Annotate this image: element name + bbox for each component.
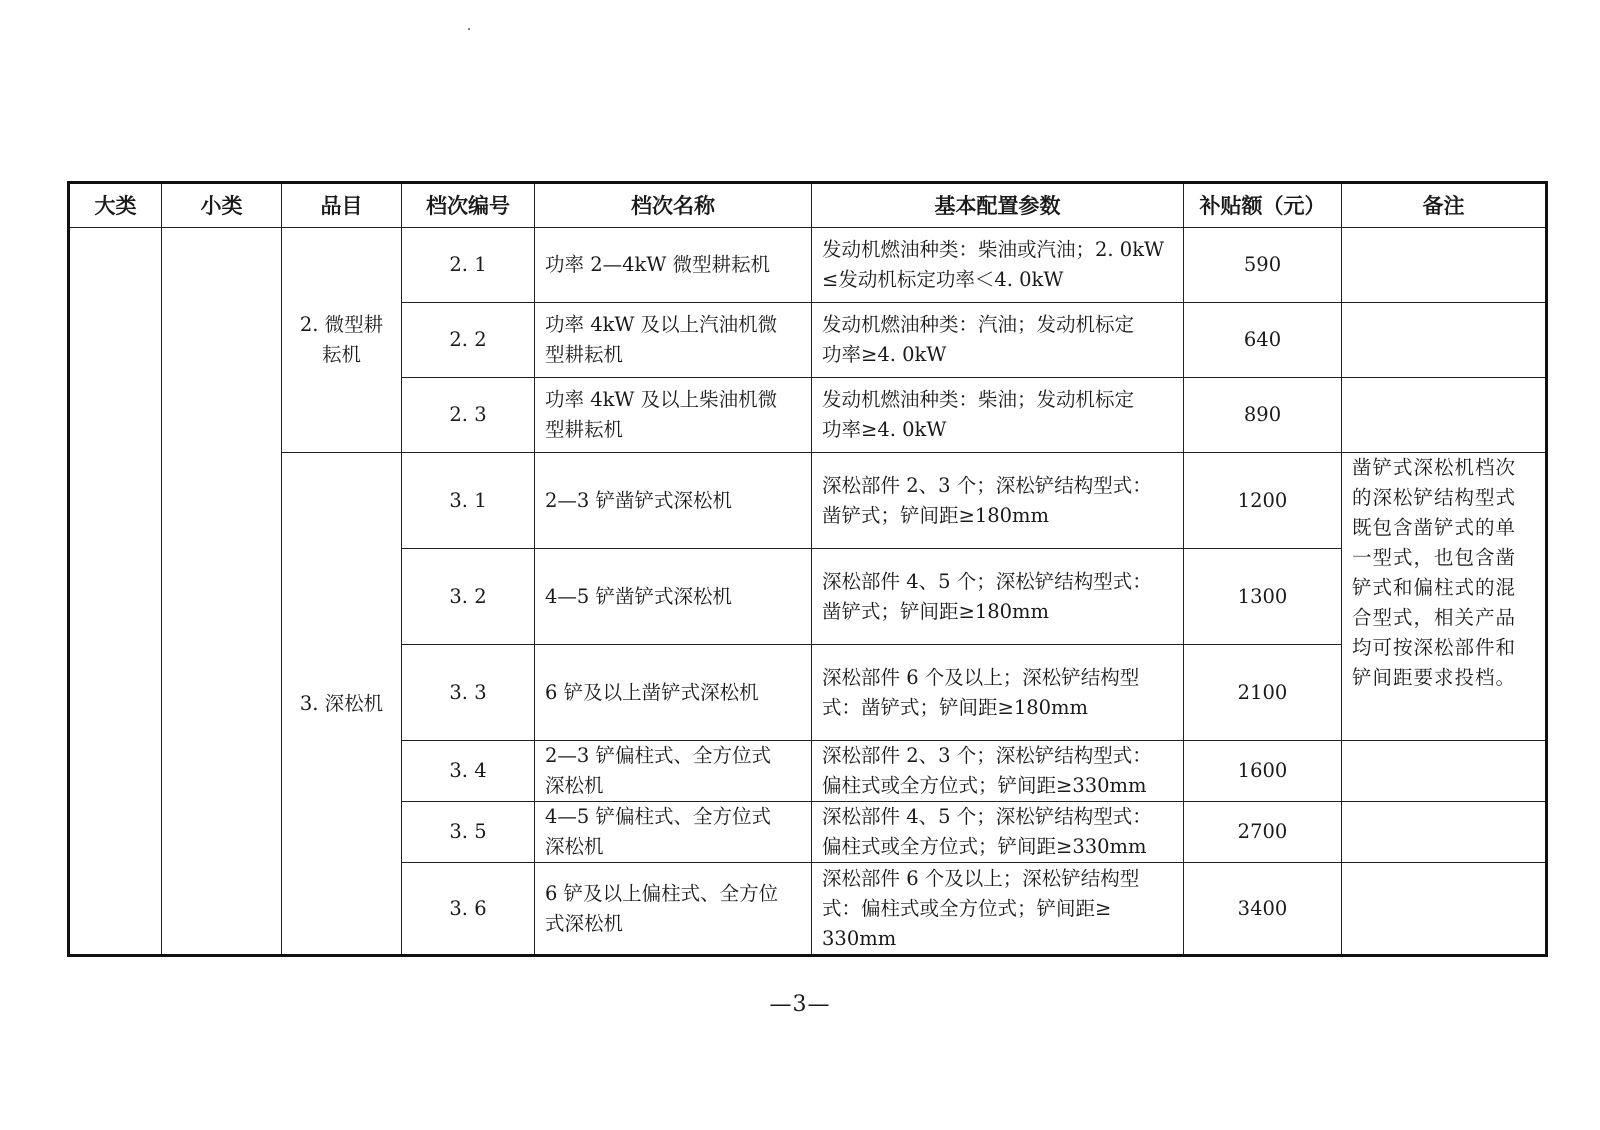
subsidy-cell: 2700	[1184, 802, 1342, 863]
page-number: —3—	[769, 992, 831, 1017]
grade-code-cell: 3. 6	[402, 863, 535, 956]
grade-code-cell: 2. 3	[402, 378, 535, 453]
subsidy-cell: 2100	[1184, 645, 1342, 741]
grade-code-cell: 2. 2	[402, 303, 535, 378]
config-cell: 发动机燃油种类：柴油或汽油；2. 0kW ≤发动机标定功率＜4. 0kW	[812, 228, 1184, 303]
config-cell: 深松部件 2、3 个；深松铲结构型式： 偏柱式或全方位式；铲间距≥330mm	[812, 741, 1184, 802]
grade-code-cell: 3. 5	[402, 802, 535, 863]
table-row	[69, 228, 1547, 303]
grade-code-cell: 3. 2	[402, 549, 535, 645]
grade-name-cell: 4—5 铲凿铲式深松机	[535, 549, 812, 645]
config-cell: 深松部件 6 个及以上；深松铲结构型 式：偏柱式或全方位式；铲间距≥ 330mm	[812, 863, 1184, 956]
subsidy-table	[67, 181, 1548, 957]
grade-name-cell: 功率 2—4kW 微型耕耘机	[535, 228, 812, 303]
subsidy-cell: 1300	[1184, 549, 1342, 645]
header-category: 大类	[69, 183, 162, 228]
category-cell	[69, 228, 162, 956]
remark-cell	[1342, 741, 1547, 802]
subsidy-cell: 1600	[1184, 741, 1342, 802]
item-cell: 2. 微型耕 耘机	[282, 228, 402, 453]
remark-cell	[1342, 228, 1547, 303]
subsidy-cell: 1200	[1184, 453, 1342, 549]
config-cell: 深松部件 2、3 个；深松铲结构型式： 凿铲式；铲间距≥180mm	[812, 453, 1184, 549]
subsidy-cell: 640	[1184, 303, 1342, 378]
header-remarks: 备注	[1342, 183, 1547, 228]
header-row	[69, 183, 1547, 228]
scan-speck	[468, 28, 470, 30]
remark-cell	[1342, 378, 1547, 453]
remark-cell	[1342, 863, 1547, 956]
header-grade-code: 档次编号	[402, 183, 535, 228]
grade-code-cell: 3. 3	[402, 645, 535, 741]
table-row	[69, 453, 1547, 549]
config-cell: 发动机燃油种类：柴油；发动机标定 功率≥4. 0kW	[812, 378, 1184, 453]
subsidy-cell: 590	[1184, 228, 1342, 303]
subsidy-cell: 890	[1184, 378, 1342, 453]
config-cell: 深松部件 4、5 个；深松铲结构型式： 偏柱式或全方位式；铲间距≥330mm	[812, 802, 1184, 863]
config-cell: 深松部件 6 个及以上；深松铲结构型 式：凿铲式；铲间距≥180mm	[812, 645, 1184, 741]
grade-name-cell: 2—3 铲凿铲式深松机	[535, 453, 812, 549]
shared-remark-cell: 凿铲式深松机档次 的深松铲结构型式 既包含凿铲式的单 一型式，也包含凿 铲式和偏柱式的混 合型式，相关产品 均可按深松部件和 铲间距要求投档。	[1342, 453, 1547, 741]
header-subsidy: 补贴额（元）	[1184, 183, 1342, 228]
config-cell: 深松部件 4、5 个；深松铲结构型式： 凿铲式；铲间距≥180mm	[812, 549, 1184, 645]
header-item: 品目	[282, 183, 402, 228]
subsidy-cell: 3400	[1184, 863, 1342, 956]
grade-name-cell: 2—3 铲偏柱式、全方位式 深松机	[535, 741, 812, 802]
grade-name-cell: 功率 4kW 及以上柴油机微 型耕耘机	[535, 378, 812, 453]
config-cell: 发动机燃油种类：汽油；发动机标定 功率≥4. 0kW	[812, 303, 1184, 378]
header-grade-name: 档次名称	[535, 183, 812, 228]
grade-code-cell: 3. 4	[402, 741, 535, 802]
header-config: 基本配置参数	[812, 183, 1184, 228]
remark-cell	[1342, 802, 1547, 863]
item-cell: 3. 深松机	[282, 453, 402, 956]
grade-code-cell: 2. 1	[402, 228, 535, 303]
remark-cell	[1342, 303, 1547, 378]
grade-name-cell: 4—5 铲偏柱式、全方位式 深松机	[535, 802, 812, 863]
subcategory-cell	[162, 228, 282, 956]
grade-name-cell: 6 铲及以上凿铲式深松机	[535, 645, 812, 741]
grade-code-cell: 3. 1	[402, 453, 535, 549]
grade-name-cell: 6 铲及以上偏柱式、全方位 式深松机	[535, 863, 812, 956]
header-subcategory: 小类	[162, 183, 282, 228]
grade-name-cell: 功率 4kW 及以上汽油机微 型耕耘机	[535, 303, 812, 378]
